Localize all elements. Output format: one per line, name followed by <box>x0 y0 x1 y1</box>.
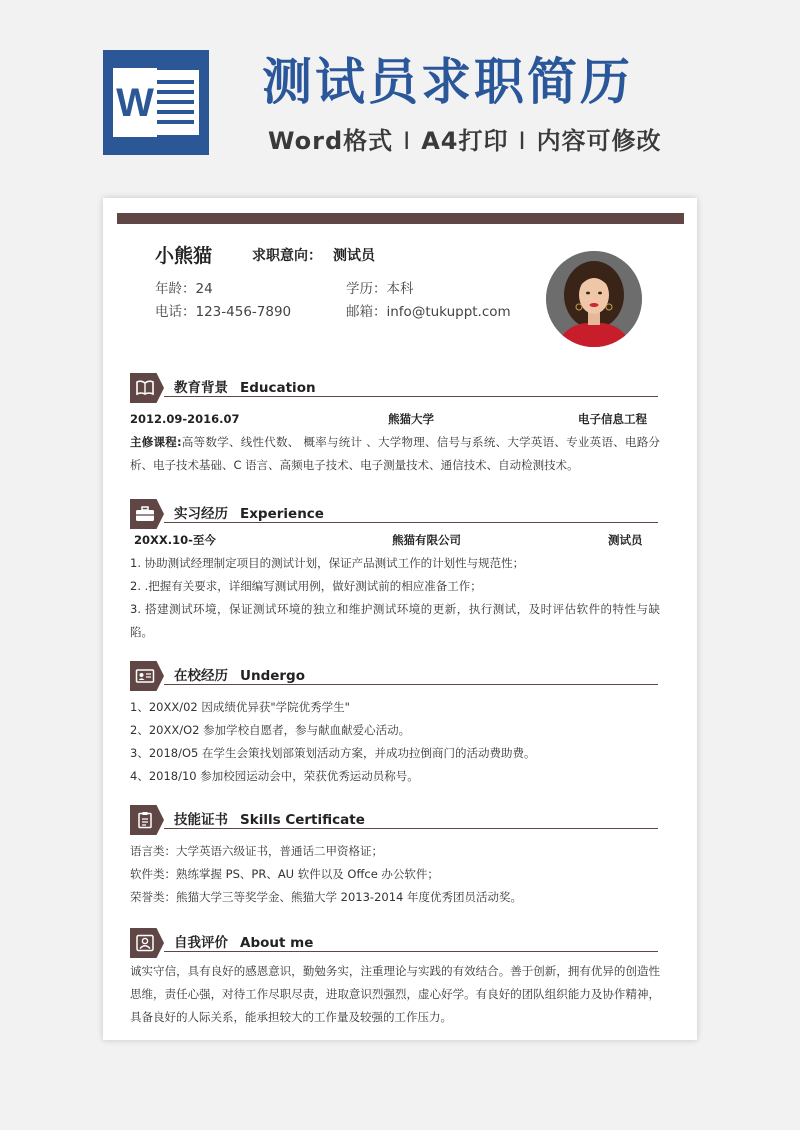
age-info: 年龄：24 <box>155 281 213 297</box>
section-education <box>130 373 660 477</box>
section-campus <box>130 661 660 788</box>
book-icon <box>130 373 164 403</box>
id-card-icon <box>130 661 164 691</box>
subtitle-part-editable: 内容可修改 <box>536 127 662 155</box>
person-icon <box>130 928 164 958</box>
email-info: 邮箱：info@tukuppt.com <box>346 304 511 320</box>
header-bar <box>117 213 684 224</box>
section-experience-title-en: Experience <box>240 506 324 522</box>
section-skills <box>130 805 660 909</box>
section-education-body <box>130 408 660 477</box>
section-about <box>130 928 660 1029</box>
section-education-title-en: Education <box>240 380 316 396</box>
section-about-title-cn: 自我评价 <box>174 935 228 951</box>
experience-period: 20XX.10-至今 <box>134 533 216 547</box>
education-courses <box>130 431 660 477</box>
about-text: 诚实守信，具有良好的感恩意识，勤勉务实，注重理论与实践的有效结合。善于创新，拥有优异的创造性思维，责任心强，对待工作尽职尽责，进取意识烈强烈，虚心好学。有良好的团队组织能力及协作精神，具备良好的人际关系，能承担较大的工作量及较强的工作压力。 <box>130 964 660 1024</box>
briefcase-icon <box>130 499 164 529</box>
clipboard-icon <box>130 805 164 835</box>
education-info: 学历：本科 <box>346 281 414 297</box>
section-skills-title-cn: 技能证书 <box>174 812 228 828</box>
section-campus-body <box>130 696 660 788</box>
list-item: 4、2018/10 参加校园运动会中，荣获优秀运动员称号。 <box>130 769 419 783</box>
section-campus-title-en: Undergo <box>240 668 305 684</box>
section-skills-header <box>130 805 660 835</box>
phone-info: 电话：123-456-7890 <box>155 304 292 320</box>
section-divider <box>164 951 658 952</box>
section-education-title-cn: 教育背景 <box>174 380 228 396</box>
list-item: 2. .把握有关要求，详细编写测试用例，做好测试前的相应准备工作； <box>130 579 482 593</box>
resume-page <box>103 198 697 1040</box>
word-logo-letter: W <box>116 81 154 125</box>
education-major: 电子信息工程 <box>578 412 647 426</box>
list-item: 3、2018/O5 在学生会策找划部策划活动方案，并成功拉倒商门的活动费助费。 <box>130 746 536 760</box>
section-experience <box>130 499 660 644</box>
word-logo-icon <box>103 50 209 155</box>
list-item: 软件类：熟练掌握 PS、PR、AU 软件以及 Offce 办公软件； <box>130 867 439 881</box>
section-campus-title <box>174 666 305 686</box>
subtitle-part-print: A4打印 <box>421 127 509 155</box>
page-title: 测试员求职简历 <box>262 53 633 111</box>
section-experience-body <box>130 529 660 644</box>
section-experience-title-cn: 实习经历 <box>174 506 228 522</box>
subtitle-part-format: Word格式 <box>268 127 394 155</box>
education-school: 熊猫大学 <box>388 412 434 426</box>
courses-label: 主修课程: <box>130 435 182 449</box>
experience-company: 熊猫有限公司 <box>392 533 461 547</box>
list-item: 1、20XX/02 因成绩优异获"学院优秀学生" <box>130 700 350 714</box>
subtitle-separator: I <box>403 127 412 155</box>
experience-role: 测试员 <box>608 533 643 547</box>
section-skills-title-en: Skills Certificate <box>240 812 365 828</box>
section-experience-title <box>174 504 324 524</box>
section-about-header <box>130 928 660 958</box>
education-row <box>130 408 660 431</box>
section-experience-header <box>130 499 660 529</box>
experience-row <box>130 529 660 552</box>
section-education-header <box>130 373 660 403</box>
list-item: 语言类：大学英语六级证书，普通话二甲资格证； <box>130 844 383 858</box>
profile-photo <box>546 251 642 347</box>
section-campus-title-cn: 在校经历 <box>174 668 228 684</box>
section-about-title-en: About me <box>240 935 314 951</box>
page-subtitle <box>268 124 662 158</box>
education-period: 2012.09-2016.07 <box>130 412 240 426</box>
candidate-name: 小熊猫 <box>155 245 213 267</box>
list-item: 3. 搭建测试环境，保证测试环境的独立和维护测试环境的更新，执行测试，及时评估软件的特性与缺陷。 <box>130 602 660 639</box>
job-intent-label: 求职意向： <box>252 248 322 264</box>
list-item: 荣誉类：熊猫大学三等奖学金、熊猫大学 2013-2014 年度优秀团员活动奖。 <box>130 890 522 904</box>
section-divider <box>164 396 658 397</box>
courses-text: 高等数学、线性代数、 概率与统计 、大学物理、信号与系统、大学英语、专业英语、电路分析、电子技术基础、C 语言、高频电子技术、电子测量技术、通信技术、自动检测技术。 <box>130 435 660 472</box>
list-item: 2、20XX/O2 参加学校自愿者，参与献血献爱心活动。 <box>130 723 411 737</box>
section-divider <box>164 684 658 685</box>
section-about-title <box>174 933 313 953</box>
section-divider <box>164 522 658 523</box>
subtitle-separator: I <box>518 127 527 155</box>
list-item: 1. 协助测试经理制定项目的测试计划，保证产品测试工作的计划性与规范性； <box>130 556 525 570</box>
section-education-title <box>174 378 316 398</box>
section-divider <box>164 828 658 829</box>
section-skills-body <box>130 840 660 909</box>
section-skills-title <box>174 810 365 830</box>
section-campus-header <box>130 661 660 691</box>
section-about-body <box>130 960 660 1029</box>
job-intent-value: 测试员 <box>333 248 375 264</box>
